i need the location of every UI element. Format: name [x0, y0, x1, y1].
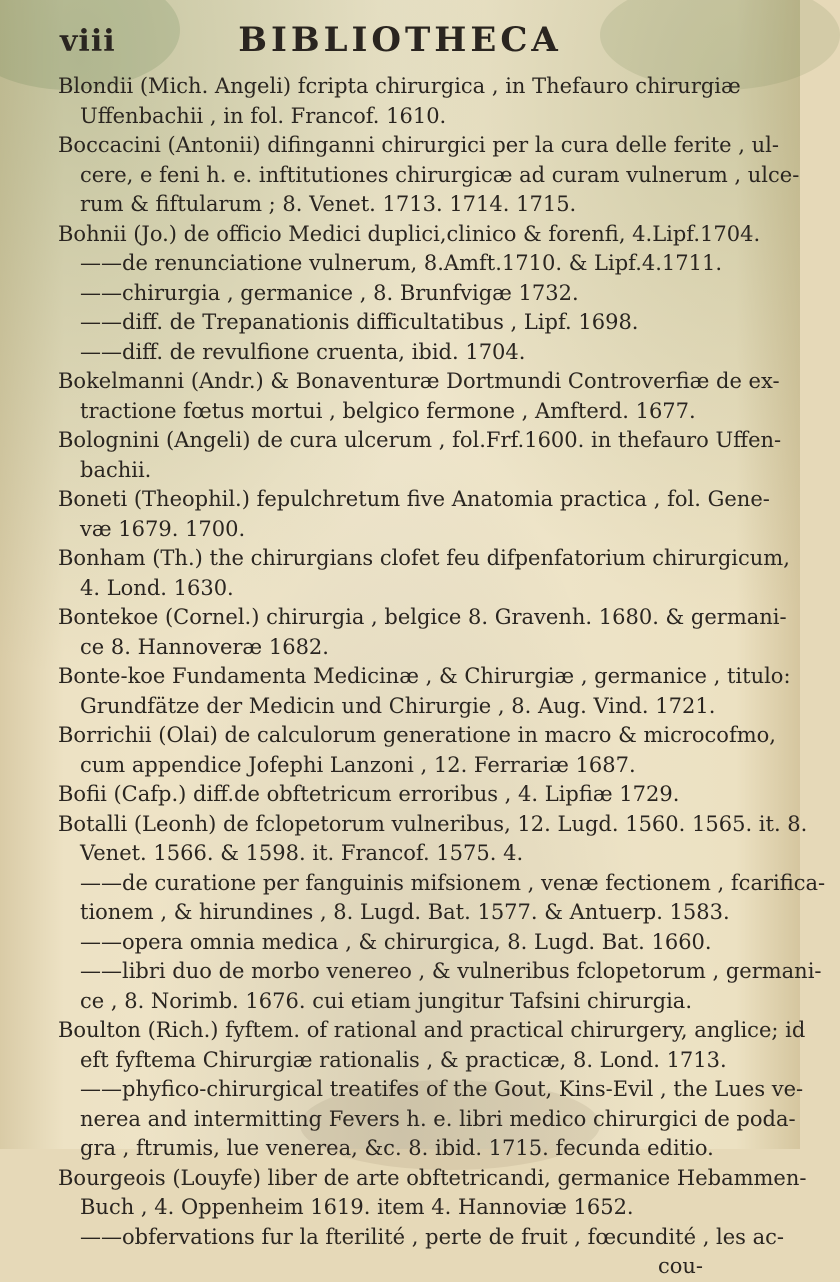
text-line: eft fyftema Chirurgiæ rationalis , & practicæ, 8. Lond. 1713. [80, 1047, 727, 1072]
text-line: Bokelmanni (Andr.) & Bonaventuræ Dortmundi Controverfiæ de ex- [58, 369, 780, 393]
text-line: Grundfätze der Medicin und Chirurgie , 8. Aug. Vind. 1721. [80, 693, 716, 718]
text-line: cum appendice Jofephi Lanzoni , 12. Ferrariæ 1687. [80, 752, 636, 777]
text-line: Bonham (Th.) the chirurgians clofet feu difpenfatorium chirurgicum, [58, 546, 790, 570]
text-line: ——obfervations fur la fterilité , perte de fruit , fœcundité , les ac- [80, 1224, 785, 1249]
text-line: Blondii (Mich. Angeli) fcripta chirurgica , in Thefauro chirurgiæ [58, 74, 741, 98]
text-line: cou- [658, 1254, 704, 1278]
text-line: væ 1679. 1700. [80, 516, 246, 541]
text-line: ——diff. de revulfione cruenta, ibid. 1704. [80, 339, 526, 364]
text-line: Bofii (Cafp.) diff.de obftetricum erroribus , 4. Lipfiæ 1729. [58, 782, 680, 806]
text-line: ——de renunciatione vulnerum, 8.Amft.1710. & Lipf.4.1711. [80, 251, 723, 275]
text-line: ce 8. Hannoveræ 1682. [80, 634, 329, 659]
text-line: Bonte-koe Fundamenta Medicinæ , & Chirurgiæ , germanice , titulo: [58, 664, 791, 688]
running-title: BIBLIOTHECA [238, 20, 562, 60]
text-line: Boneti (Theophil.) fepulchretum five Anatomia practica , fol. Gene- [58, 487, 770, 511]
text-line: tractione fœtus mortui , belgico fermone , Amfterd. 1677. [80, 398, 696, 423]
page-header [0, 10, 800, 70]
text-line: cere, e feni h. e. inftitutiones chirurgicæ ad curam vulnerum , ulce- [80, 162, 800, 187]
text-line: ——phyfico-chirurgical treatifes of the Gout, Kins-Evil , the Lues ve- [80, 1077, 804, 1101]
text-line: nerea and intermitting Fevers h. e. libri medico chirurgici de poda- [80, 1106, 796, 1131]
text-line: gra , ftrumis, lue venerea, &c. 8. ibid. 1715. fecunda editio. [80, 1136, 714, 1160]
text-line: ——libri duo de morbo venereo , & vulneribus fclopetorum , germani- [80, 959, 822, 983]
text-line: Bohnii (Jo.) de officio Medici duplici,clinico & forenfi, 4.Lipf.1704. [58, 221, 761, 246]
text-line: Boccacini (Antonii) difinganni chirurgici per la cura delle ferite , ul- [58, 133, 779, 157]
text-line: rum & fiftularum ; 8. Venet. 1713. 1714. 1715. [80, 192, 577, 216]
page-number: viii [60, 24, 116, 59]
text-line: Borrichii (Olai) de calculorum generatione in macro & microcofmo, [58, 723, 776, 747]
text-line: Bontekoe (Cornel.) chirurgia , belgice 8. Gravenh. 1680. & germani- [58, 605, 787, 629]
text-line: Bourgeois (Louyfe) liber de arte obftetricandi, germanice Hebammen- [58, 1165, 807, 1190]
text-line: ——de curatione per fanguinis mifsionem , venæ fectionem , fcarifica- [80, 870, 826, 895]
text-line: bachii. [80, 457, 152, 482]
text-line: 4. Lond. 1630. [80, 575, 234, 600]
text-line: Uffenbachii , in fol. Francof. 1610. [80, 103, 447, 128]
text-line: Buch , 4. Oppenheim 1619. item 4. Hannoviæ 1652. [80, 1195, 634, 1219]
text-line: ——diff. de Trepanationis difficultatibus , Lipf. 1698. [80, 310, 639, 334]
text-line: tionem , & hirundines , 8. Lugd. Bat. 1577. & Antuerp. 1583. [80, 900, 730, 924]
text-line: ——opera omnia medica , & chirurgica, 8. Lugd. Bat. 1660. [80, 929, 712, 954]
text-line: Botalli (Leonh) de fclopetorum vulneribus, 12. Lugd. 1560. 1565. it. 8. [58, 811, 808, 836]
text-line: Bolognini (Angeli) de cura ulcerum , fol.Frf.1600. in thefauro Uffen- [58, 428, 782, 452]
text-line: Venet. 1566. & 1598. it. Francof. 1575. 4. [80, 841, 524, 865]
text-line: ce , 8. Norimb. 1676. cui etiam jungitur Tafsini chirurgia. [80, 988, 693, 1013]
text-line: ——chirurgia , germanice , 8. Brunfvigæ 1732. [80, 280, 579, 305]
text-line: Boulton (Rich.) fyftem. of rational and practical chirurgery, anglice; id [58, 1018, 806, 1042]
bibliography-entries [58, 72, 826, 1282]
